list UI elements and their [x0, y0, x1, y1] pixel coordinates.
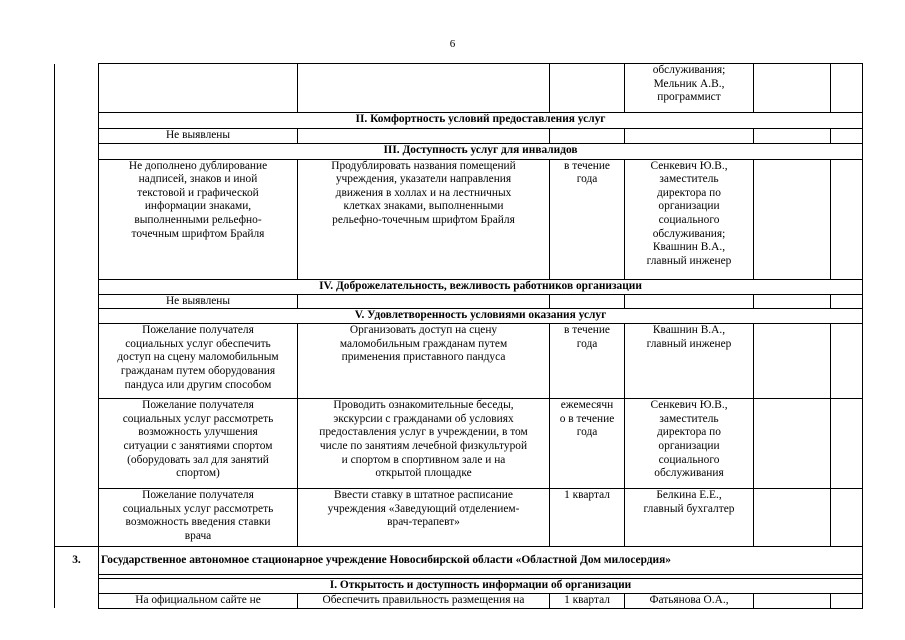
text-line: Пожелание получателя [142, 489, 254, 502]
text-line: надписей, знаков и иной [138, 173, 258, 186]
text-line: Белкина Е.Е., [656, 489, 722, 502]
text-line: обслуживания; [652, 64, 726, 76]
section-header-openness [55, 579, 863, 594]
section-title: V. Удовлетворенность условиями оказания услуг [99, 309, 863, 324]
text-line: директора по [657, 426, 721, 439]
text-line: организации [658, 439, 720, 452]
table-row [55, 594, 863, 609]
organization-number: 3. [55, 547, 99, 575]
deadline-cell [550, 489, 625, 547]
text-line: информации знаками, [144, 200, 252, 213]
section-title: III. Доступность услуг для инвалидов [99, 143, 863, 159]
text-line: в течение [563, 159, 610, 172]
text-line: года [576, 337, 598, 350]
text-line: социальных услуг рассмотреть [122, 412, 274, 425]
text-line: открытой площадке [375, 467, 472, 480]
responsible-cell [625, 159, 754, 279]
text-line: организации [658, 200, 720, 213]
text-line: возможность улучшения [138, 426, 258, 439]
text-line: спортом) [176, 467, 220, 480]
text-line: маломобильным гражданам путем [339, 337, 508, 350]
text-line: года [576, 426, 598, 439]
deadline-cell [550, 399, 625, 489]
text-line: главный бухгалтер [643, 502, 735, 515]
text-line: в течение [563, 324, 610, 337]
text-line: социального [658, 453, 720, 466]
responsible-cell [625, 594, 754, 609]
measure-cell [298, 159, 550, 279]
table-row [55, 324, 863, 399]
section-title: I. Открытость и доступность информации об организации [99, 579, 863, 594]
table-row [55, 399, 863, 489]
table-row [55, 159, 863, 279]
text-line: обслуживания; [652, 227, 726, 240]
text-line: (оборудовать зал для занятий [127, 453, 269, 466]
text-line: Квашнин В.А., [652, 324, 726, 337]
text-line: текстовой и графической [137, 186, 259, 199]
text-line: Квашнин В.А., [652, 241, 726, 254]
section-header-accessibility [55, 143, 863, 159]
responsible-cell [625, 399, 754, 489]
text-line: Не дополнено дублирование [128, 159, 268, 172]
text-line: Организовать доступ на сцену [349, 324, 498, 337]
text-line: возможность введения ставки [125, 516, 271, 529]
text-line: предоставления услуг в учреждении, в том [319, 426, 528, 439]
table-row [55, 129, 863, 144]
shortcoming-cell [99, 159, 298, 279]
text-line: 1 квартал [564, 594, 610, 607]
section-title: II. Комфортность условий предоставления услуг [99, 113, 863, 129]
text-line: главный инженер [646, 337, 732, 350]
action-plan-table [54, 63, 863, 609]
text-line: Продублировать названия помещений [331, 159, 516, 172]
shortcoming-cell: Не выявлены [99, 129, 298, 144]
text-line: главный инженер [646, 254, 732, 267]
text-line: 1 квартал [564, 489, 610, 502]
shortcoming-cell [99, 324, 298, 399]
table-row [55, 489, 863, 547]
text-line: экскурсии с гражданами об условиях [333, 412, 514, 425]
text-line: ежемесячн [560, 399, 614, 412]
section-header-friendliness [55, 279, 863, 294]
text-line: движения в холлах и на лестничных [335, 186, 512, 199]
text-line: точечным шрифтом Брайля [131, 227, 265, 240]
text-line: выполненными рельефно- [134, 213, 262, 226]
text-line: социальных услуг рассмотреть [122, 502, 274, 515]
text-line: врача [184, 529, 212, 542]
text-line: Мельник А.В., [653, 77, 725, 90]
text-line: Обеспечить правильность размещения на [322, 594, 525, 607]
measure-cell [298, 399, 550, 489]
table-row [55, 294, 863, 309]
text-line: На официальном сайте не [135, 594, 261, 607]
text-line: учреждения «Заведующий отделением- [327, 502, 520, 515]
text-line: Фатьянова О.А., [649, 594, 729, 607]
page-number: 6 [449, 38, 456, 50]
text-line: обслуживания [654, 467, 724, 480]
shortcoming-cell [99, 399, 298, 489]
shortcoming-cell: Не выявлены [99, 294, 298, 309]
section-title: IV. Доброжелательность, вежливость работников организации [99, 279, 863, 294]
shortcoming-cell [99, 489, 298, 547]
responsible-cell [625, 324, 754, 399]
deadline-cell [550, 594, 625, 609]
organization-title: Государственное автономное стационарное учреждение Новосибирской области «Областной Дом милосердия» [99, 547, 863, 575]
text-line: учреждения, указатели направления [335, 173, 512, 186]
text-line: директора по [657, 186, 721, 199]
responsible-cell [625, 64, 754, 113]
organization-row [55, 547, 863, 575]
text-line: Сенкевич Ю.В., [650, 399, 728, 412]
text-line: года [576, 173, 598, 186]
text-line: клетках знаками, выполненными [343, 200, 504, 213]
measure-cell [298, 489, 550, 547]
section-header-comfort [55, 113, 863, 129]
table-row [55, 64, 863, 113]
text-line: врач-терапевт» [387, 516, 460, 529]
text-line: числе по занятиям лечебной физкультурой [319, 439, 528, 452]
section-header-satisfaction [55, 309, 863, 324]
text-line: Сенкевич Ю.В., [650, 159, 728, 172]
text-line: рельефно-точечным шрифтом Брайля [332, 213, 515, 226]
measure-cell [298, 594, 550, 609]
text-line: заместитель [659, 173, 719, 186]
text-line: гражданам путем оборудования [120, 364, 276, 377]
text-line: Проводить ознакомительные беседы, [333, 399, 514, 412]
responsible-cell [625, 489, 754, 547]
text-line: о в течение [559, 412, 615, 425]
text-line: заместитель [659, 412, 719, 425]
text-line: Пожелание получателя [142, 324, 254, 337]
text-line: программист [657, 91, 721, 104]
text-line: доступ на сцену маломобильным [117, 351, 279, 364]
shortcoming-cell [99, 594, 298, 609]
deadline-cell [550, 159, 625, 279]
text-line: социальных услуг обеспечить [125, 337, 271, 350]
text-line: Пожелание получателя [142, 399, 254, 412]
measure-cell [298, 324, 550, 399]
text-line: применения приставного пандуса [341, 351, 506, 364]
text-line: и спортом в спортивном зале и на [341, 453, 506, 466]
text-line: пандуса или другим способом [124, 378, 272, 391]
text-line: Ввести ставку в штатное расписание [334, 489, 513, 502]
deadline-cell [550, 324, 625, 399]
text-line: ситуации с занятиями спортом [123, 439, 273, 452]
text-line: социального [658, 213, 720, 226]
